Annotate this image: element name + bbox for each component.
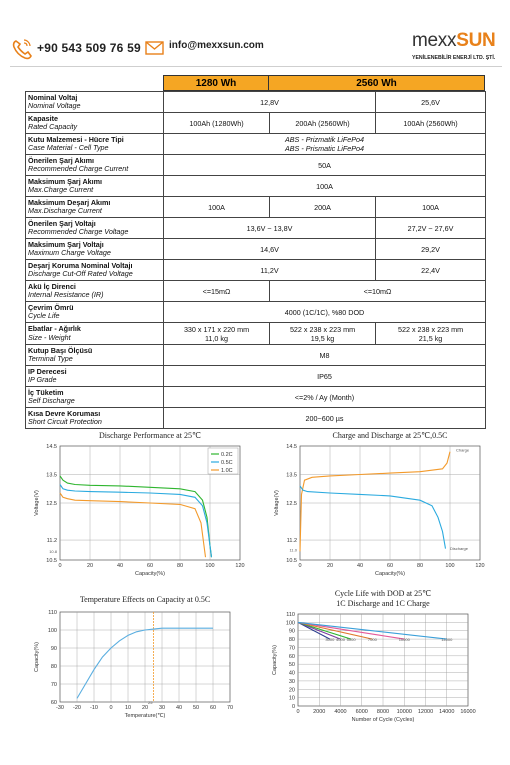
chart-title: Cycle Life with DOD at 25℃ xyxy=(334,589,432,598)
y-axis-label: Voltage(V) xyxy=(34,490,40,516)
legend-label: 1.0C xyxy=(221,468,233,474)
legend-label: 0.5C xyxy=(221,460,233,466)
y-tick-label: 90 xyxy=(50,646,57,652)
discharge-performance-chart xyxy=(15,428,250,583)
chart-title: Temperature Effects on Capacity at 0.5C xyxy=(79,595,211,604)
column-header-2560wh: 2560 Wh xyxy=(269,75,485,91)
x-tick-label: 20 xyxy=(86,563,94,569)
label-en: Discharge Cut-Off Rated Voltage xyxy=(28,269,133,278)
label-tr: Ebatlar - Ağırlık xyxy=(28,324,81,333)
x-tick-label: 100 xyxy=(205,563,215,569)
label-en: Terminal Type xyxy=(28,354,73,363)
series-end-label: 7000 xyxy=(367,636,377,642)
logo-mexx: mexx xyxy=(412,30,457,51)
label-tr: Kutup Başı Ölçüsü xyxy=(28,345,93,355)
label-en: Max.Discharge Current xyxy=(28,206,102,215)
label-en: Case Material - Cell Type xyxy=(28,143,109,152)
y-tick-label: 12.5 xyxy=(286,501,297,507)
x-axis-label: Capacity(%) xyxy=(135,571,165,577)
x-tick-label: 8000 xyxy=(376,709,390,715)
x-tick-label: 80 xyxy=(176,563,184,569)
cell-value: 50A xyxy=(164,155,486,176)
label-tr: IP Derecesi xyxy=(28,366,67,376)
chart-title: Discharge Performance at 25℃ xyxy=(99,431,201,440)
label-en: Recommended Charge Current xyxy=(28,164,129,173)
y-tick-label: 70 xyxy=(288,645,295,652)
annotation-label: Charge xyxy=(456,447,470,453)
label-en: Rated Capacity xyxy=(28,122,78,131)
y-tick-label: 80 xyxy=(288,637,295,644)
x-tick-label: 50 xyxy=(192,705,200,711)
x-tick-label: 0 xyxy=(58,563,62,569)
x-tick-label: 10 xyxy=(124,705,132,711)
label-en: Nominal Voltage xyxy=(28,101,81,110)
cell-value: <=15mΩ xyxy=(164,281,270,302)
chart-title: Charge and Discharge at 25℃,0.5C xyxy=(332,431,448,440)
y-tick-label: 70 xyxy=(50,682,57,688)
x-tick-label: -20 xyxy=(73,705,81,711)
cell-value: 21,5 kg xyxy=(418,333,443,343)
y-tick-label: 14.5 xyxy=(46,444,57,450)
temperature-effects-chart xyxy=(15,590,250,725)
spec-row-cycle-life xyxy=(26,302,486,323)
y-tick-label: 100 xyxy=(285,620,295,627)
legend-label: 0.2C xyxy=(221,452,233,458)
x-tick-label: 0 xyxy=(296,709,300,715)
x-tick-label: 120 xyxy=(235,563,245,569)
email-address[interactable]: info@mexxsun.com xyxy=(169,40,264,51)
x-tick-label: 40 xyxy=(356,563,364,569)
y-tick-label: 20 xyxy=(288,687,295,694)
cell-value: 100A xyxy=(164,176,486,197)
cell-value: 330 x 171 x 220 mm xyxy=(183,324,250,334)
y-tick-label: 90 xyxy=(288,628,295,635)
chart-subtitle: 1C Discharge and 1C Charge xyxy=(336,599,430,608)
spec-row-ip-grade xyxy=(26,366,486,387)
cell-value: <=2% / Ay (Month) xyxy=(164,387,486,408)
y-tick-label: 100 xyxy=(47,628,57,634)
y-tick-label: 13.5 xyxy=(286,472,297,479)
company-logo xyxy=(412,30,506,68)
x-tick-label: 100 xyxy=(445,563,455,569)
cell-value: ABS - Prizmatik LiFePo4 xyxy=(284,135,365,144)
header-divider xyxy=(10,66,502,67)
cell-value: 29,2V xyxy=(376,239,486,260)
x-tick-label: 2000 xyxy=(313,709,326,715)
y-tick-label: 14.5 xyxy=(286,444,297,450)
x-tick-label: 16000 xyxy=(460,709,476,715)
cell-value: 11,2V xyxy=(164,260,376,281)
x-tick-label: 0 xyxy=(298,563,302,569)
spec-row-nominal-voltage xyxy=(26,92,486,113)
x-tick-label: 40 xyxy=(116,563,124,569)
x-axis-label: Number of Cycle (Cycles) xyxy=(351,717,415,723)
x-tick-label: 120 xyxy=(475,563,485,569)
reference-label: 25 xyxy=(148,700,153,705)
label-tr: Deşarj Koruma Nominal Voltajı xyxy=(28,260,133,270)
x-tick-label: 30 xyxy=(158,705,166,711)
spec-row-max-discharge-current xyxy=(26,197,486,218)
x-tick-label: 20 xyxy=(326,563,334,569)
x-tick-label: 4000 xyxy=(334,709,347,715)
y-axis-label: Voltage(V) xyxy=(274,490,280,516)
cell-value: 100Ah (1280Wh) xyxy=(164,113,270,134)
label-en: Short Circuit Protection xyxy=(28,417,102,426)
y-tick-label: 10.5 xyxy=(46,558,57,564)
cell-value: 200A xyxy=(270,197,376,218)
y-tick-label: 12.5 xyxy=(46,501,57,507)
label-tr: Maksimum Deşarj Akımı xyxy=(28,197,111,207)
spec-row-discharge-cutoff-voltage xyxy=(26,260,486,281)
y-axis-label: Capacity(%) xyxy=(272,645,278,675)
x-tick-label: 60 xyxy=(146,563,154,569)
y-tick-label: 13.5 xyxy=(46,472,57,479)
series-end-label: 3000 xyxy=(325,636,335,642)
phone-number[interactable]: +90 543 509 76 59 xyxy=(37,41,141,55)
label-en: Self Discharge xyxy=(28,396,75,405)
y-tick-label: 10 xyxy=(288,695,295,702)
cell-value: 522 x 238 x 223 mm xyxy=(289,324,356,334)
cycle-life-chart xyxy=(260,588,495,728)
label-tr: Maksimum Şarj Akımı xyxy=(28,176,103,186)
y-tick-label: 0 xyxy=(291,704,295,710)
y-tick-label: 11.0 xyxy=(289,547,297,553)
x-tick-label: 60 xyxy=(209,705,217,711)
mail-icon xyxy=(145,41,164,55)
x-axis-label: Capacity(%) xyxy=(375,571,405,577)
x-tick-label: -30 xyxy=(56,705,64,711)
label-en: Maximum Charge Voltage xyxy=(28,248,111,257)
y-tick-label: 50 xyxy=(288,662,295,669)
cell-value: 100A xyxy=(164,197,270,218)
spec-row-terminal-type xyxy=(26,345,486,366)
label-tr: Önerilen Şarj Akımı xyxy=(28,155,95,165)
spec-header-row xyxy=(25,75,485,91)
y-tick-label: 10.8 xyxy=(49,548,57,554)
spec-row-size-weight xyxy=(26,323,486,345)
charge-discharge-chart xyxy=(260,428,495,583)
spec-table xyxy=(25,75,485,429)
cell-value: 100Ah (2560Wh) xyxy=(376,113,486,134)
cell-value: M8 xyxy=(164,345,486,366)
label-tr: Akü İç Direnci xyxy=(28,281,76,291)
y-tick-label: 60 xyxy=(288,653,295,660)
logo-sun: SUN xyxy=(456,30,496,51)
spec-row-recommended-charge-current xyxy=(26,155,486,176)
series-end-label: 14000 xyxy=(441,636,453,642)
column-header-1280wh: 1280 Wh xyxy=(163,75,269,91)
cell-value: ABS - Prismatic LiFePo4 xyxy=(284,144,365,153)
cell-value: 12,8V xyxy=(164,92,376,113)
cell-value: 25,6V xyxy=(376,92,486,113)
spec-row-short-circuit xyxy=(26,408,486,429)
series-end-label: 5000 xyxy=(346,636,356,642)
x-axis-label: Temperature(℃) xyxy=(124,713,166,719)
spec-row-capacity xyxy=(26,113,486,134)
cell-value: 13,6V ~ 13,8V xyxy=(164,218,376,239)
cell-value: <=10mΩ xyxy=(270,281,486,302)
page-header xyxy=(0,0,510,70)
label-tr: Nominal Voltaj xyxy=(28,92,78,102)
label-tr: Maksimum Şarj Voltajı xyxy=(28,239,104,249)
cell-value: 22,4V xyxy=(376,260,486,281)
spec-row-internal-resistance xyxy=(26,281,486,302)
x-tick-label: 0 xyxy=(109,705,113,711)
spec-row-recommended-charge-voltage xyxy=(26,218,486,239)
x-tick-label: 40 xyxy=(175,705,183,711)
series-end-label: 10000 xyxy=(398,636,410,642)
logo-tagline: YENİLENEBİLİR ENERJİ LTD. ŞTİ. xyxy=(412,55,496,61)
series-end-label: 4000 xyxy=(336,636,345,642)
spec-row-max-charge-current xyxy=(26,176,486,197)
spec-row-self-discharge xyxy=(26,387,486,408)
cell-value: 200Ah (2560Wh) xyxy=(270,113,376,134)
cell-value: 14,6V xyxy=(164,239,376,260)
label-en: Recommended Charge Voltage xyxy=(28,227,129,236)
label-tr: Kapasite xyxy=(28,113,58,123)
phone-icon xyxy=(12,38,32,60)
spec-row-case-material xyxy=(26,134,486,155)
x-tick-label: 60 xyxy=(386,563,394,569)
cell-value: 19,5 kg xyxy=(310,333,335,343)
label-tr: Çevrim Ömrü xyxy=(28,302,74,312)
x-tick-label: 70 xyxy=(226,705,234,711)
y-tick-label: 110 xyxy=(48,610,57,616)
x-tick-label: 6000 xyxy=(355,709,368,715)
label-en: Cycle Life xyxy=(28,311,60,320)
label-en: Internal Resistance (IR) xyxy=(28,290,104,299)
y-tick-label: 10.5 xyxy=(286,558,297,564)
spec-row-max-charge-voltage xyxy=(26,239,486,260)
label-tr: Kısa Devre Koruması xyxy=(28,408,101,418)
x-tick-label: 20 xyxy=(141,705,149,711)
label-tr: Önerilen Şarj Voltajı xyxy=(28,218,96,228)
cell-value: 4000 (1C/1C), %80 DOD xyxy=(164,302,486,323)
cell-value: 11,0 kg xyxy=(204,333,229,343)
label-tr: Kutu Malzemesi - Hücre Tipi xyxy=(28,134,124,144)
x-tick-label: 10000 xyxy=(396,709,412,715)
x-tick-label: -10 xyxy=(90,705,98,711)
cell-value: 27,2V ~ 27,6V xyxy=(376,218,486,239)
x-tick-label: 14000 xyxy=(439,709,455,715)
label-en: Size - Weight xyxy=(28,332,71,342)
label-tr: İç Tüketim xyxy=(28,387,64,397)
x-tick-label: 80 xyxy=(416,563,424,569)
x-tick-label: 12000 xyxy=(417,709,434,715)
y-tick-label: 110 xyxy=(286,612,295,618)
y-axis-label: Capacity(%) xyxy=(34,642,40,672)
y-tick-label: 11.2 xyxy=(46,538,57,545)
cell-value: 100A xyxy=(376,197,486,218)
cell-value: IP65 xyxy=(164,366,486,387)
y-tick-label: 80 xyxy=(50,664,57,670)
label-en: IP Grade xyxy=(28,375,57,384)
y-tick-label: 40 xyxy=(288,670,295,677)
y-tick-label: 30 xyxy=(288,678,295,685)
annotation-label: Discharge xyxy=(450,546,469,552)
y-tick-label: 11.2 xyxy=(286,538,297,545)
cell-value: 522 x 238 x 223 mm xyxy=(397,324,464,334)
label-en: Max.Charge Current xyxy=(28,185,94,194)
y-tick-label: 60 xyxy=(50,700,57,706)
cell-value: 200~600 µs xyxy=(164,408,486,429)
